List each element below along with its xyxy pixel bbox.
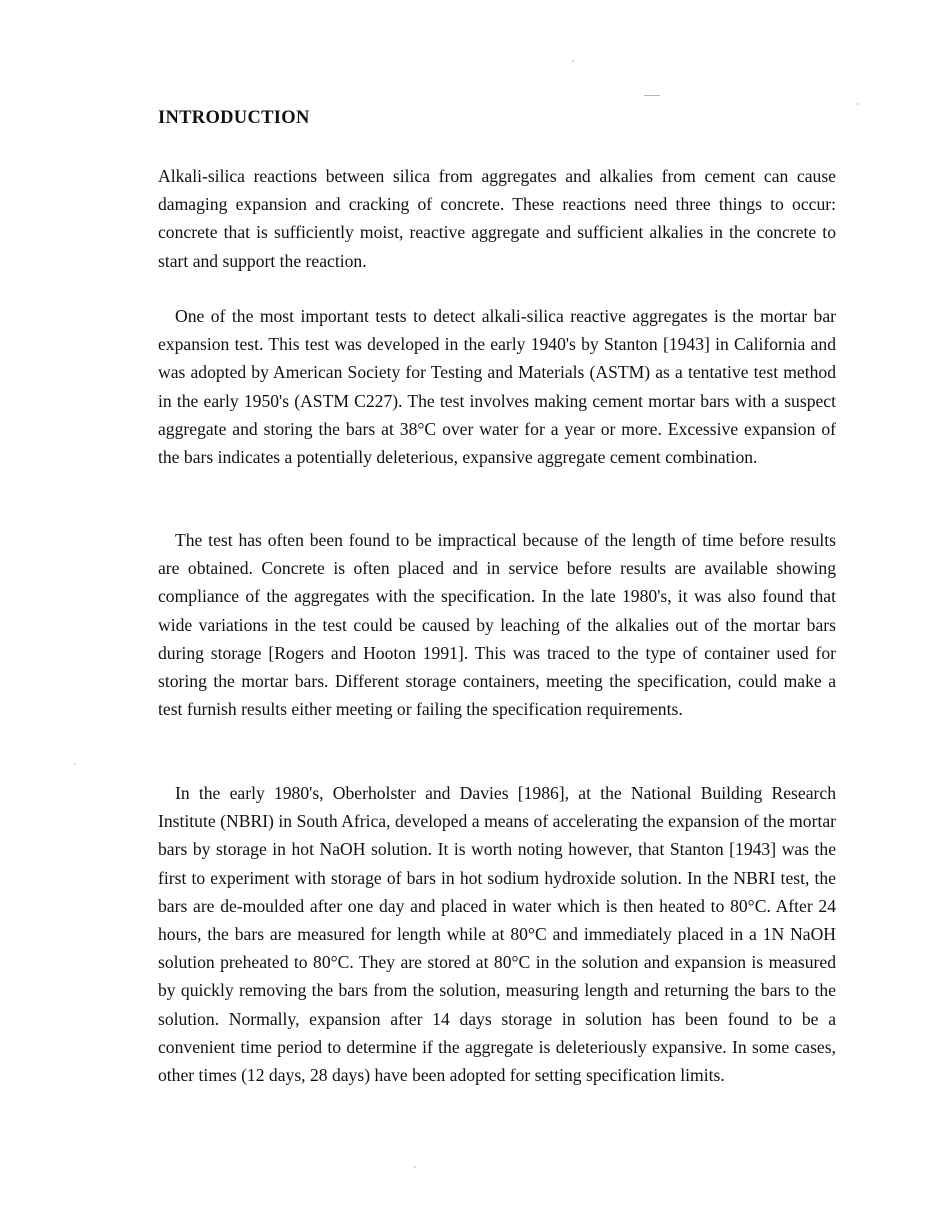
paragraph-test-impracticality: The test has often been found to be impractical because of the length of time before results are obtained. Concrete is often placed and in service before results are available showing compliance of the aggregates with the specification. In the late 1980's, it was also found that wide variations in the test could be caused by leaching of the alkalies out of the mortar bars during storage [Rogers and Hooton 1991]. This was traced to the type of container used for storing the mortar bars. Different storage containers, meeting the specification, could make a test furnish results either meeting or failing the specification requirements.: [158, 530, 836, 720]
scan-speck: [572, 60, 574, 62]
scan-speck: [74, 763, 76, 765]
paragraph-alkali-silica-reactions: Alkali-silica reactions between silica from aggregates and alkalies from cement can cause damaging expansion and cracking of concrete. These reactions need three things to occur: concrete that is sufficiently moist, reactive aggregate and sufficient alkalies in the concrete to start and support the reaction.: [158, 166, 836, 271]
scan-speck: [857, 103, 859, 105]
paragraph-nbri-accelerated-test: In the early 1980's, Oberholster and Davies [1986], at the National Building Research Institute (NBRI) in South Africa, developed a means of accelerating the expansion of the mortar bars by storage in hot NaOH solution. It is worth noting however, that Stanton [1943] was the first to experiment with storage of bars in hot sodium hydroxide solution. In the NBRI test, the bars are de-moulded after one day and placed in water which is then heated to 80°C. After 24 hours, the bars are measured for length while at 80°C and immediately placed in a 1N NaOH solution preheated to 80°C. They are stored at 80°C in the solution and expansion is measured by quickly removing the bars from the solution, measuring length and returning the bars to the solution. Normally, expansion after 14 days storage in solution has been found to be a convenient time period to determine if the aggregate is deleteriously expansive. In some cases, other times (12 days, 28 days) have been adopted for setting specification limits.: [158, 783, 836, 1086]
paragraph-mortar-bar-test: One of the most important tests to detect alkali-silica reactive aggregates is the mortar bar expansion test. This test was developed in the early 1940's by Stanton [1943] in California and was adopted by American Society for Testing and Materials (ASTM) as a tentative test method in the early 1950's (ASTM C227). The test involves making cement mortar bars with a suspect aggregate and storing the bars at 38°C over water for a year or more. Excessive expansion of the bars indicates a potentially deleterious, expansive aggregate cement combination.: [158, 306, 836, 468]
scan-artifact-dash: [644, 95, 660, 96]
section-heading: INTRODUCTION: [158, 108, 310, 128]
scan-speck: [414, 1166, 416, 1168]
